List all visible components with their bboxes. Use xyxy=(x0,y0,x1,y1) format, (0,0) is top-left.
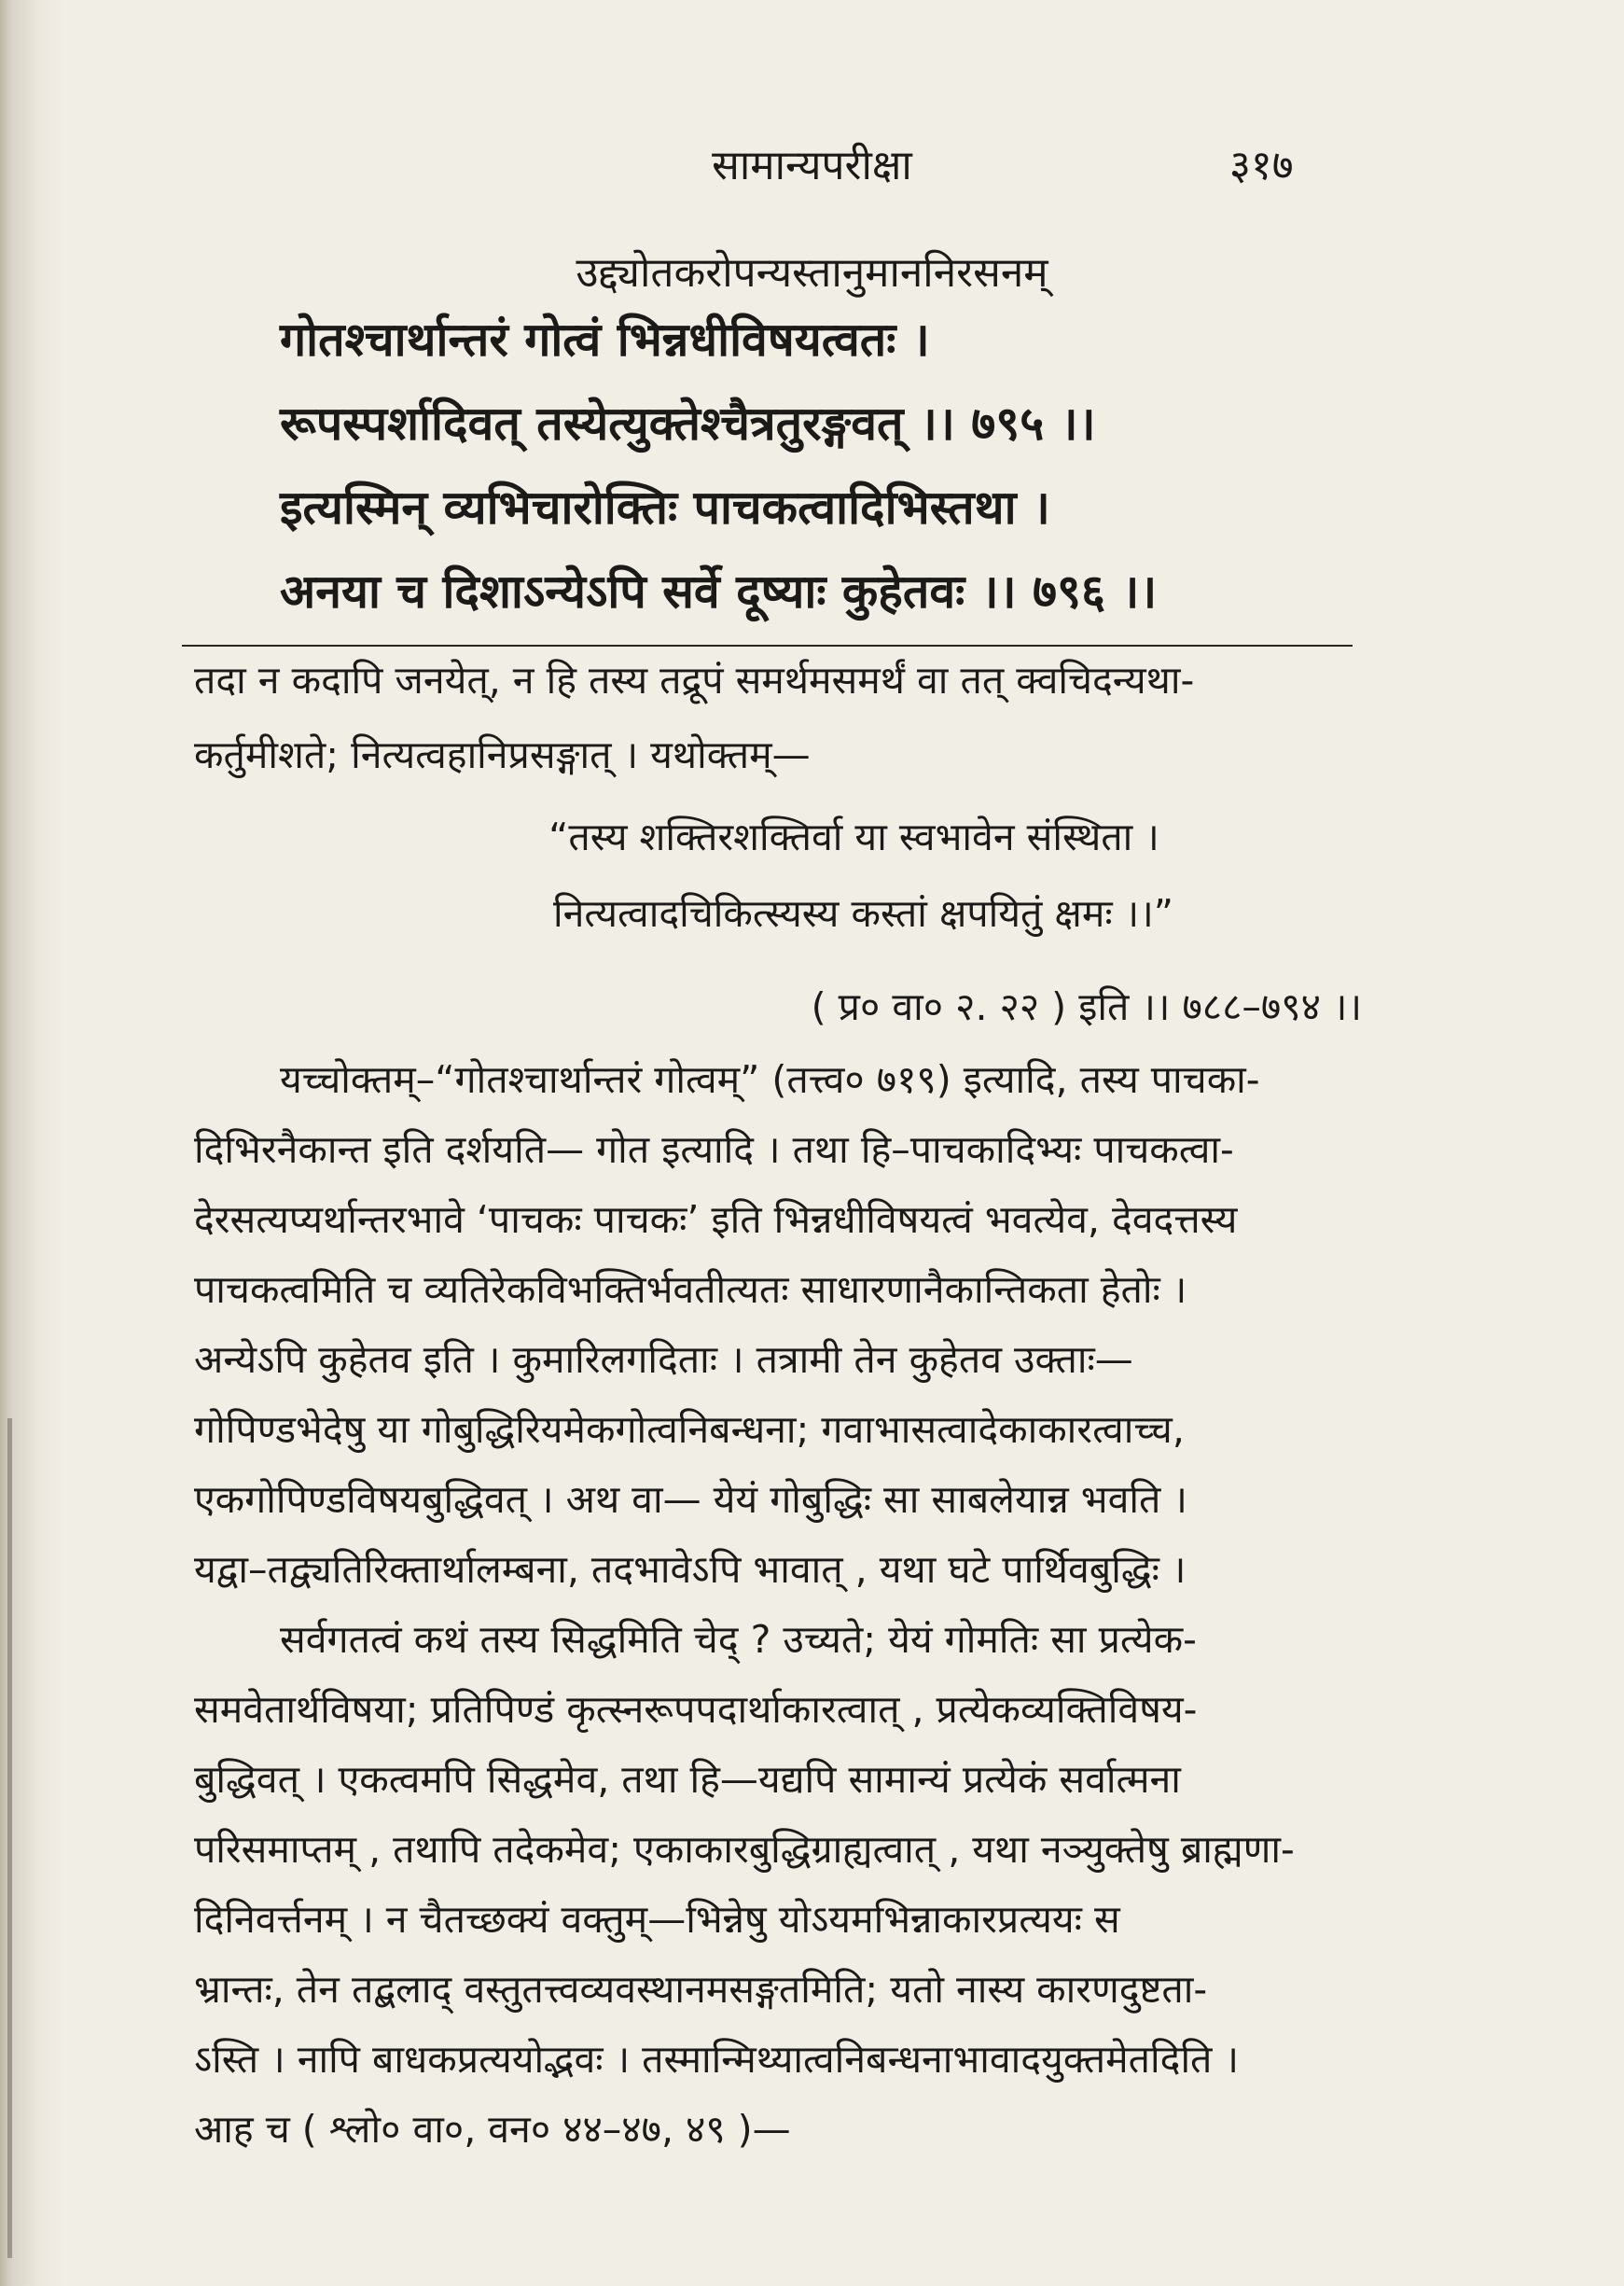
verse-line: इत्यस्मिन् व्यभिचारोक्तिः पाचकत्वादिभिस्तथा । xyxy=(280,481,1050,535)
commentary-line: भ्रान्तः, तेन तद्बलाद् वस्तुतत्त्वव्यवस्थानमसङ्गतमिति; यतो नास्य कारणदुष्टता- xyxy=(194,1967,1208,2012)
commentary-line: तदा न कदापि जनयेत्, न हि तस्य तद्रूपं समर्थमसमर्थं वा तत् क्वचिदन्यथा- xyxy=(194,658,1195,703)
commentary-line: यद्वा–तद्व्यतिरिक्तार्थालम्बना, तदभावेऽपि भावात् , यथा घटे पार्थिवबुद्धिः । xyxy=(194,1547,1187,1592)
page-number: ३१७ xyxy=(1229,142,1294,189)
verse-line: अनया च दिशाऽन्येऽपि सर्वे दूष्याः कुहेतवः ।। ७९६ ।। xyxy=(280,565,1158,619)
commentary-line: देरसत्यप्यर्थान्तरभावे ‘पाचकः पाचकः’ इति भिन्नधीविषयत्वं भवत्येव, देवदत्तस्य xyxy=(194,1197,1238,1242)
verse-line: रूपस्पर्शादिवत् तस्येत्युक्तेश्चैत्रतुरङ्गवत् ।। ७९५ ।। xyxy=(280,397,1096,451)
commentary-line: पाचकत्वमिति च व्यतिरेकविभक्तिर्भवतीत्यतः साधारणानैकान्तिकता हेतोः । xyxy=(194,1267,1187,1312)
running-header-title: सामान्यपरीक्षा xyxy=(712,142,912,189)
commentary-line: समवेतार्थविषया; प्रतिपिण्डं कृत्स्नरूपपदार्थाकारत्वात् , प्रत्येकव्यक्तिविषय- xyxy=(194,1687,1198,1732)
quotation-line: “तस्य शक्तिरशक्तिर्वा या स्वभावेन संस्थिता । xyxy=(548,815,1159,859)
commentary-line: बुद्धिवत् । एकत्वमपि सिद्धमेव, तथा हि—यद्यपि सामान्यं प्रत्येकं सर्वात्मना xyxy=(194,1757,1181,1802)
commentary-line: दिभिरनैकान्त इति दर्शयति— गोत इत्यादि । तथा हि–पाचकादिभ्यः पाचकत्वा- xyxy=(194,1127,1234,1172)
commentary-line: एकगोपिण्डविषयबुद्धिवत् । अथ वा— येयं गोबुद्धिः सा साबलेयान्न भवति । xyxy=(194,1477,1187,1522)
commentary-line: गोपिण्डभेदेषु या गोबुद्धिरियमेकगोत्वनिबन्धना; गवाभासत्वादेकाकारत्वाच्च, xyxy=(194,1407,1185,1452)
commentary-line: परिसमाप्तम् , तथापि तदेकमेव; एकाकारबुद्धिग्राह्यत्वात् , यथा नञ्युक्तेषु ब्राह्मणा- xyxy=(194,1827,1295,1872)
verse-line: गोतश्चार्थान्तरं गोत्वं भिन्नधीविषयत्वतः । xyxy=(280,313,930,367)
commentary-line: ऽस्ति । नापि बाधकप्रत्ययोद्भवः । तस्मान्मिथ्यात्वनिबन्धनाभावादयुक्तमेतदिति । xyxy=(194,2037,1240,2082)
commentary-line: सर्वगतत्वं कथं तस्य सिद्धमिति चेद् ? उच्यते; येयं गोमतिः सा प्रत्येक- xyxy=(280,1617,1197,1662)
commentary-line: आह च ( श्लो० वा०, वन० ४४–४७, ४९ )— xyxy=(194,2107,791,2152)
commentary-line: कर्तुमीशते; नित्यत्वहानिप्रसङ्गात् । यथोक्तम्— xyxy=(194,732,811,777)
page-edge-shadow xyxy=(7,1418,12,2258)
horizontal-rule xyxy=(182,645,1353,647)
commentary-line: यच्चोक्तम्–“गोतश्चार्थान्तरं गोत्वम्” (तत्त्व० ७१९) इत्यादि, तस्य पाचका- xyxy=(280,1057,1260,1102)
commentary-line: दिनिवर्त्तनम् । न चैतच्छक्यं वक्तुम्—भिन्नेषु योऽयमभिन्नाकारप्रत्ययः स xyxy=(194,1897,1120,1942)
commentary-line: अन्येऽपि कुहेतव इति । कुमारिलगदिताः । तत्रामी तेन कुहेतव उक्ताः— xyxy=(194,1337,1133,1382)
section-heading: उद्द्योतकरोपन्यस्तानुमाननिरसनम् xyxy=(576,249,1048,297)
quotation-reference: ( प्र० वा० २. २२ ) इति ।। ७८८–७९४ ।। xyxy=(811,984,1362,1029)
quotation-line: नित्यत्वादचिकित्स्यस्य कस्तां क्षपयितुं क्षमः ।।” xyxy=(553,891,1173,936)
